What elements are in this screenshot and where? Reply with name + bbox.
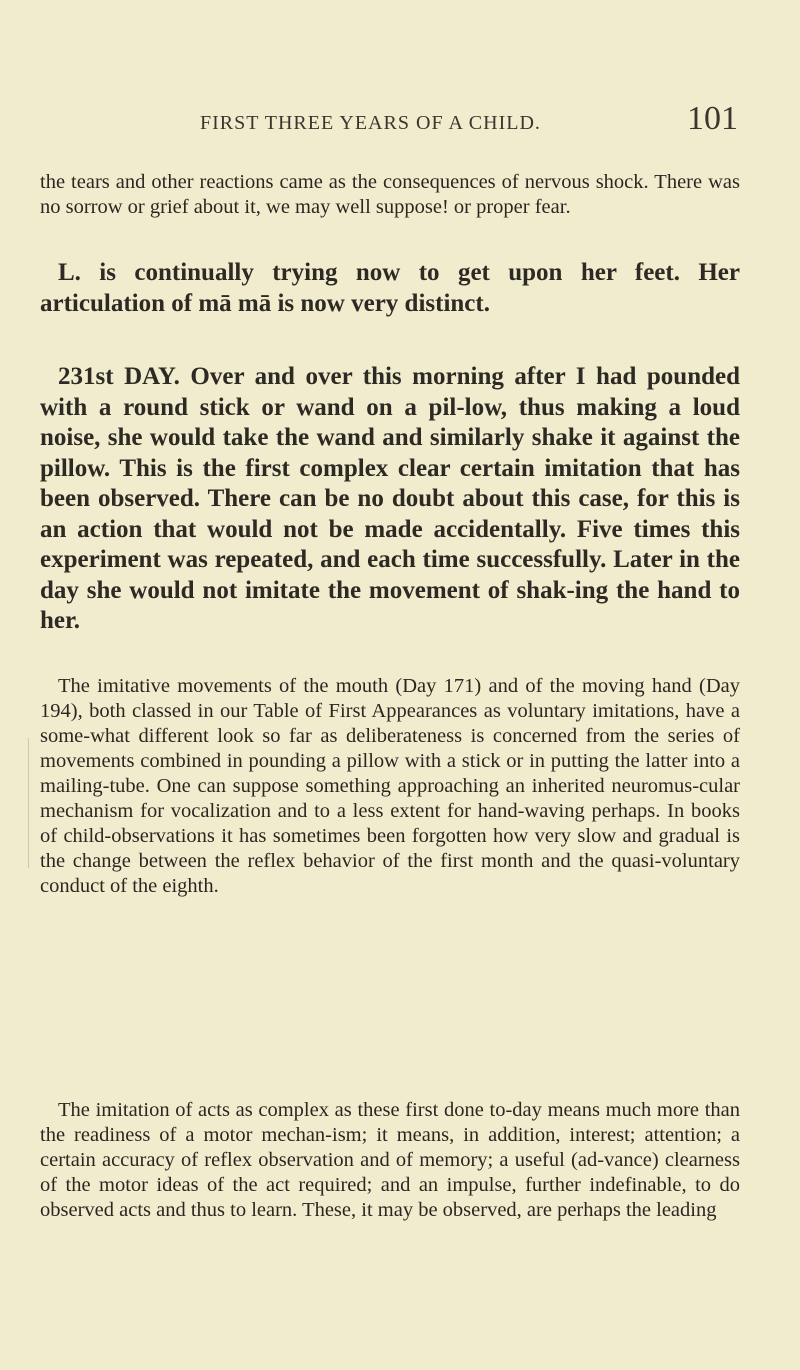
paragraph-231st-day: 231st DAY. Over and over this morning after I had pounded with a round stick or wand on a pil-low, thus making a loud noise, she would take the wand and similarly shake it against the pillow. This is the first complex clear certain imitation that has been observed. There can be no doubt about this case, for this is an action that would not be made accidentally. Five times this experiment was repeated, and each time successfully. Later in the day she would not imitate the movement of shak-ing the hand to her.: [40, 363, 740, 634]
paragraph-imitation-of-acts: The imitation of acts as complex as these first done to-day means much more than the readiness of a motor mechan-ism; it means, in addition, interest; attention; a certain accuracy of reflex observation and of memory; a useful (ad-vance) clearness of the motor ideas of the act required; and an impulse, further indefinable, to do observed acts and thus to learn. These, it may be observed, are perhaps the leading: [40, 1099, 740, 1221]
paragraph-trying-feet: L. is continually trying now to get upon her feet. Her articulation of mā mā is now very distinct.: [40, 259, 740, 317]
page-number: 101: [687, 100, 738, 137]
paragraph-imitative-movements: The imitative movements of the mouth (Day 171) and of the moving hand (Day 194), both classed in our Table of First Appearances as voluntary imitations, have a some-what different look so far as deliberateness is concerned from the series of movements combined in pounding a pillow with a stick or in putting the latter into a mailing-tube. One can suppose something approaching an inherited neuromus-cular mechanism for vocalization and to a less extent for hand-waving perhaps. In books of child-observations it has sometimes been forgotten how very slow and gradual is the change between the reflex behavior of the first month and the quasi-voluntary conduct of the eighth.: [40, 675, 740, 897]
running-head: FIRST THREE YEARS OF A CHILD.: [200, 112, 541, 134]
page-header: [0, 100, 800, 140]
paragraph-nervous-shock: the tears and other reactions came as the consequences of nervous shock. There was no sorrow or grief about it, we may well suppose! or proper fear.: [40, 171, 740, 218]
margin-mark: [28, 738, 34, 868]
